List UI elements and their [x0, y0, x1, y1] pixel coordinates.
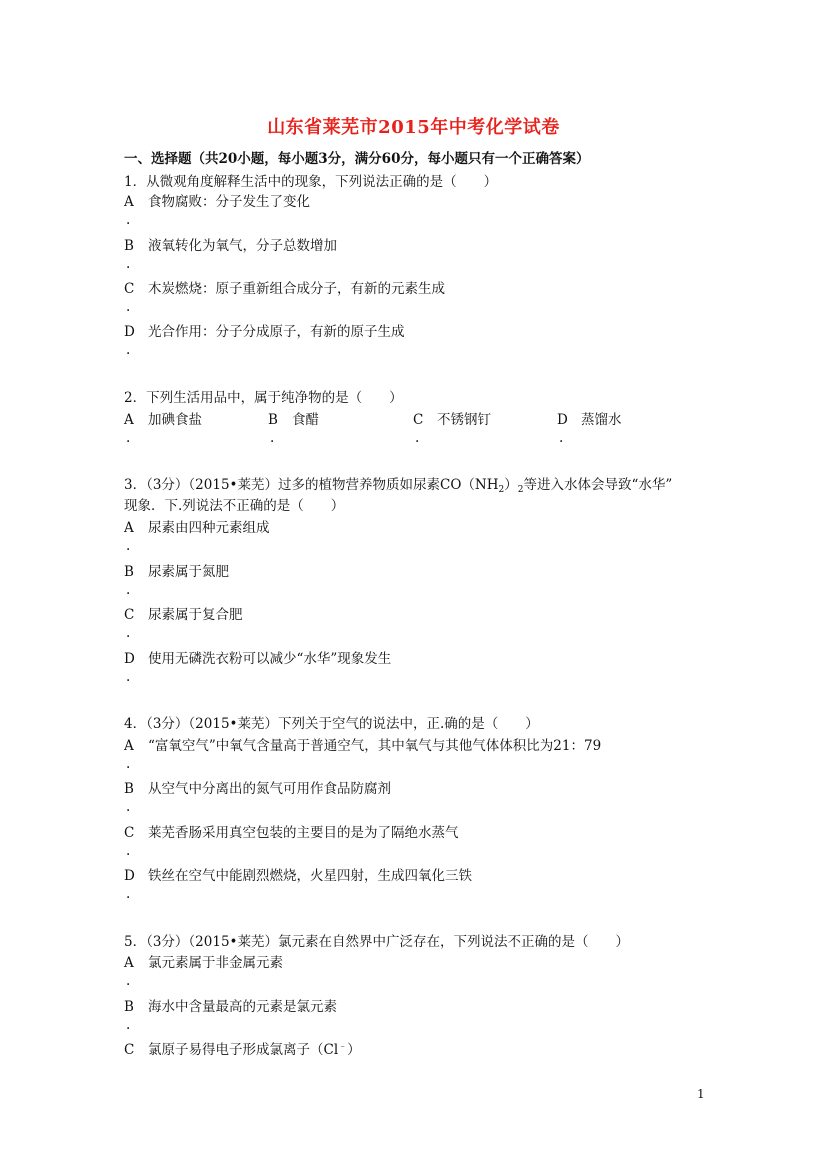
question-1-option-a: A 食物腐败：分子发生了变化: [124, 194, 310, 210]
question-2-option-a: A 加碘食盐: [124, 412, 202, 428]
option-dot: .: [126, 669, 131, 685]
question-5-option-c: C 氯原子易得电子形成氯离子（Cl﹣）: [124, 1042, 361, 1058]
option-dot: .: [559, 430, 564, 446]
question-3-option-a: A 尿素由四种元素组成: [124, 520, 270, 536]
question-1-option-d: D 光合作用：分子分成原子，有新的原子生成: [124, 324, 405, 340]
question-4-option-d: D 铁丝在空气中能剧烈燃烧，火星四射，生成四氧化三铁: [124, 868, 472, 884]
option-dot: .: [126, 299, 131, 315]
question-1-option-c: C 木炭燃烧：原子重新组合成分子，有新的元素生成: [124, 281, 445, 297]
page-number: 1: [697, 1087, 705, 1101]
question-4-option-c: C 莱芜香肠采用真空包装的主要目的是为了隔绝水蒸气: [124, 825, 459, 841]
question-3-option-b: B 尿素属于氮肥: [124, 564, 229, 580]
question-1-option-b: B 液氧转化为氧气，分子总数增加: [124, 238, 337, 254]
option-dot: .: [126, 342, 131, 358]
option-dot: .: [126, 1017, 131, 1033]
option-dot: .: [415, 430, 420, 446]
question-2-option-b: B 食醋: [268, 412, 319, 428]
question-4-stem: 4．（3分）（2015•莱芜）下列关于空气的说法中，正.确的是（ ）: [124, 716, 539, 732]
option-dot: .: [126, 212, 131, 228]
option-dot: .: [270, 430, 275, 446]
option-dot: .: [126, 843, 131, 859]
question-4-option-a: A “富氧空气”中氧气含量高于普通空气，其中氧气与其他气体体积比为21：79: [124, 738, 602, 754]
option-dot: .: [126, 582, 131, 598]
question-3-option-c: C 尿素属于复合肥: [124, 607, 243, 623]
question-4-option-b: B 从空气中分离出的氮气可用作食品防腐剂: [124, 781, 391, 797]
option-dot: .: [126, 538, 131, 554]
page-title: 山东省莱芜市2015年中考化学试卷: [267, 117, 560, 138]
question-2-option-c: C 不锈钢钉: [413, 412, 491, 428]
option-dot: .: [126, 973, 131, 989]
option-dot: .: [126, 756, 131, 772]
question-3-stem: 3．（3分）（2015•莱芜）过多的植物营养物质如尿素$CO(NH_2)_2$等进入水体会导致“水华”: [124, 477, 673, 495]
option-dot: .: [126, 799, 131, 815]
question-5-option-a: A 氯元素属于非金属元素: [124, 955, 283, 971]
question-2-option-d: D 蒸馏水: [557, 412, 622, 428]
question-2-stem: 2．下列生活用品中，属于纯净物的是（ ）: [124, 390, 403, 406]
option-dot: .: [126, 625, 131, 641]
question-5-stem: 5．（3分）（2015•莱芜）氯元素在自然界中广泛存在，下列说法不正确的是（ ）: [124, 934, 629, 950]
option-dot: .: [126, 886, 131, 902]
question-1-stem: 1．从微观角度解释生活中的现象，下列说法正确的是（ ）: [124, 174, 498, 190]
option-dot: .: [126, 256, 131, 272]
question-5-option-b: B 海水中含量最高的元素是氯元素: [124, 999, 337, 1015]
option-dot: .: [126, 430, 131, 446]
section-heading: 一、选择题（共20小题，每小题3分，满分60分，每小题只有一个正确答案）: [124, 151, 590, 167]
question-3-stem-line2: 现象．下.列说法不正确的是（ ）: [124, 498, 345, 514]
question-3-option-d: D 使用无磷洗衣粉可以减少“水华”现象发生: [124, 651, 392, 667]
